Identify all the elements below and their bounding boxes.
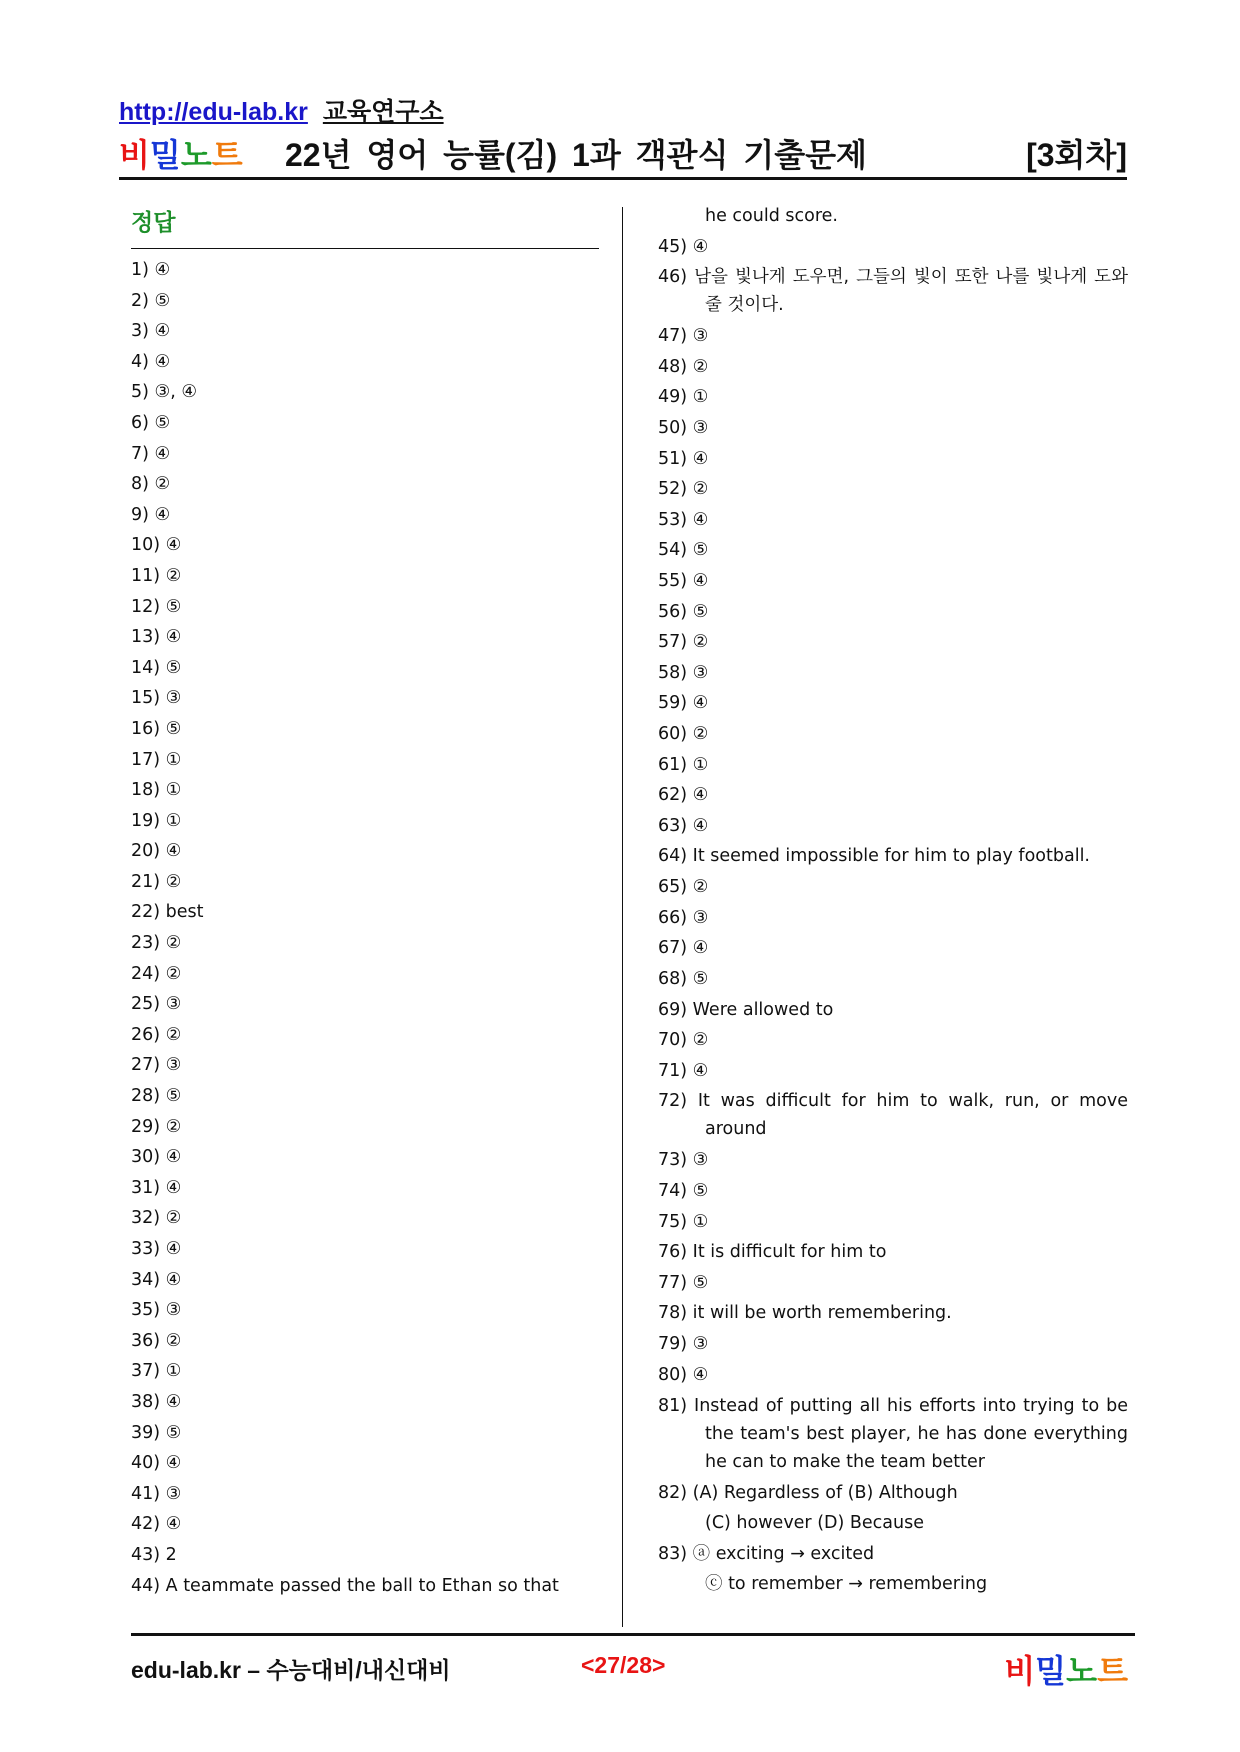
answer-item: 47) ③: [658, 326, 709, 347]
answer-item: 16) ⑤: [131, 718, 182, 739]
answer-item: 42) ④: [131, 1514, 182, 1535]
answer-item: 26) ②: [131, 1024, 182, 1045]
answer-item: 35) ③: [131, 1300, 182, 1321]
answer-item: 5) ③, ④: [131, 382, 198, 403]
answer-column-left: [131, 256, 601, 1603]
answer-item: 7) ④: [131, 443, 171, 464]
answer-item: 38) ④: [131, 1391, 182, 1412]
answer-item: 58) ③: [658, 662, 709, 683]
answer-item: 57) ②: [658, 632, 709, 653]
answer-item: 61) ①: [658, 754, 709, 775]
answer-item: 54) ⑤: [658, 540, 709, 561]
answer-item: 71) ④: [658, 1060, 709, 1081]
site-url-link[interactable]: http://edu-lab.kr: [119, 98, 308, 126]
answer-item: 23) ②: [131, 933, 182, 954]
answer-item: 64) It seemed impossible for him to play football.: [658, 846, 1090, 867]
answer-item: 27) ③: [131, 1055, 182, 1076]
answer-item: 22) best: [131, 902, 204, 923]
answer-item: 48) ②: [658, 356, 709, 377]
answer-item: 78) it will be worth remembering.: [658, 1303, 952, 1324]
page-indicator: <27/28>: [581, 1652, 666, 1678]
answer-item: 69) Were allowed to: [658, 999, 834, 1020]
answer-item: 81) Instead of putting all his efforts into trying to be the team's best player, he has done everything he can to make the team better: [658, 1395, 1128, 1472]
answer-item: 50) ③: [658, 417, 709, 438]
answer-item: 52) ②: [658, 479, 709, 500]
answer-item: 25) ③: [131, 994, 182, 1015]
answer-item: 68) ⑤: [658, 969, 709, 990]
footer-brand-logo: 비밀노트: [1004, 1653, 1128, 1689]
answer-item: 70) ②: [658, 1030, 709, 1051]
answer-item: 1) ④: [131, 260, 171, 280]
answer-item: 10) ④: [131, 535, 182, 556]
title-bar: [119, 130, 1127, 174]
answer-item: 34) ④: [131, 1269, 182, 1290]
answer-item: 76) It is difficult for him to: [658, 1242, 887, 1263]
answer-item: 44) A teammate passed the ball to Ethan so that: [131, 1575, 559, 1596]
answer-heading: 정답: [131, 209, 176, 235]
answer-item: 29) ②: [131, 1116, 182, 1137]
answer-item: 43) 2: [131, 1544, 177, 1565]
answer-item: 2) ⑤: [131, 290, 171, 311]
answer-item: 17) ①: [131, 749, 182, 770]
answer-item: 39) ⑤: [131, 1422, 182, 1443]
answer-item: 15) ③: [131, 688, 182, 709]
answer-item: 66) ③: [658, 907, 709, 928]
answer-item: 63) ④: [658, 815, 709, 836]
answer-item: 82) (A) Regardless of (B) Although: [658, 1482, 958, 1503]
round-label: [3회차]: [1026, 137, 1127, 173]
answer-item: 37) ①: [131, 1361, 182, 1382]
answer-item: 9) ④: [131, 504, 171, 525]
answer-item: 4) ④: [131, 351, 171, 372]
answer-item: 41) ③: [131, 1483, 182, 1504]
answer-item: 12) ⑤: [131, 596, 182, 617]
footer-divider: [131, 1633, 1135, 1636]
answer-item: 80) ④: [658, 1365, 709, 1385]
answer-item: 8) ②: [131, 474, 171, 495]
answer-item: 14) ⑤: [131, 657, 182, 678]
answer-item: 36) ②: [131, 1330, 182, 1351]
answer-item: 30) ④: [131, 1147, 182, 1168]
answer-item: 67) ④: [658, 938, 709, 959]
answer-item: 32) ②: [131, 1208, 182, 1229]
answer-item: 49) ①: [658, 387, 709, 408]
answer-item: 21) ②: [131, 871, 182, 892]
answer-item: 53) ④: [658, 509, 709, 530]
answer-item: 40) ④: [131, 1453, 182, 1474]
answer-item: 11) ②: [131, 565, 182, 586]
answer-item: 55) ④: [658, 570, 709, 591]
answer-item: 13) ④: [131, 627, 182, 648]
answer-item: 60) ②: [658, 723, 709, 744]
answer-item: 74) ⑤: [658, 1181, 709, 1202]
answer-item: 19) ①: [131, 810, 182, 831]
answer-list-right: [658, 233, 1128, 1476]
answer-item: 72) It was difficult for him to walk, run, or move around: [658, 1091, 1128, 1140]
answer-item: 79) ③: [658, 1334, 709, 1355]
answer-item: 51) ④: [658, 448, 709, 469]
page-title: 22년 영어 능률(김) 1과 객관식 기출문제: [285, 137, 867, 173]
answer-item: 46) 남을 빛나게 도우면, 그들의 빛이 또한 나를 빛나게 도와줄 것이다.: [658, 267, 1128, 316]
column-divider: [622, 207, 623, 1627]
answer-list-left: [131, 256, 601, 1600]
answer-83-continuation: ⓒ to remember → remembering: [705, 1574, 988, 1595]
brand-logo: 비밀노트: [119, 137, 243, 173]
answer-item: 3) ④: [131, 321, 171, 342]
answer-item: 73) ③: [658, 1150, 709, 1171]
answer-item: 6) ⑤: [131, 412, 171, 433]
answer-item: 65) ②: [658, 877, 709, 898]
answer-item: 77) ⑤: [658, 1272, 709, 1293]
answer-44-continuation: he could score.: [705, 206, 838, 226]
answer-item: 28) ⑤: [131, 1086, 182, 1107]
site-org-label: 교육연구소: [322, 98, 444, 126]
answer-item: 45) ④: [658, 236, 709, 257]
site-header: [119, 92, 444, 128]
answer-item: 83) ⓐ exciting → excited: [658, 1543, 875, 1564]
heading-underline: [131, 248, 599, 249]
header-divider: [119, 177, 1127, 180]
answer-item: 75) ①: [658, 1211, 709, 1232]
answer-item: 56) ⑤: [658, 601, 709, 622]
answer-item: 59) ④: [658, 693, 709, 714]
answer-item: 62) ④: [658, 785, 709, 806]
answer-item: 18) ①: [131, 780, 182, 801]
answer-item: 33) ④: [131, 1239, 182, 1259]
answer-item: 31) ④: [131, 1177, 182, 1198]
footer-site-text: edu-lab.kr – 수능대비/내신대비: [131, 1657, 451, 1683]
answer-column-right: [658, 202, 1128, 1601]
answer-82-continuation: (C) however (D) Because: [705, 1513, 924, 1534]
answer-item: 24) ②: [131, 963, 182, 984]
answer-item: 20) ④: [131, 841, 182, 862]
